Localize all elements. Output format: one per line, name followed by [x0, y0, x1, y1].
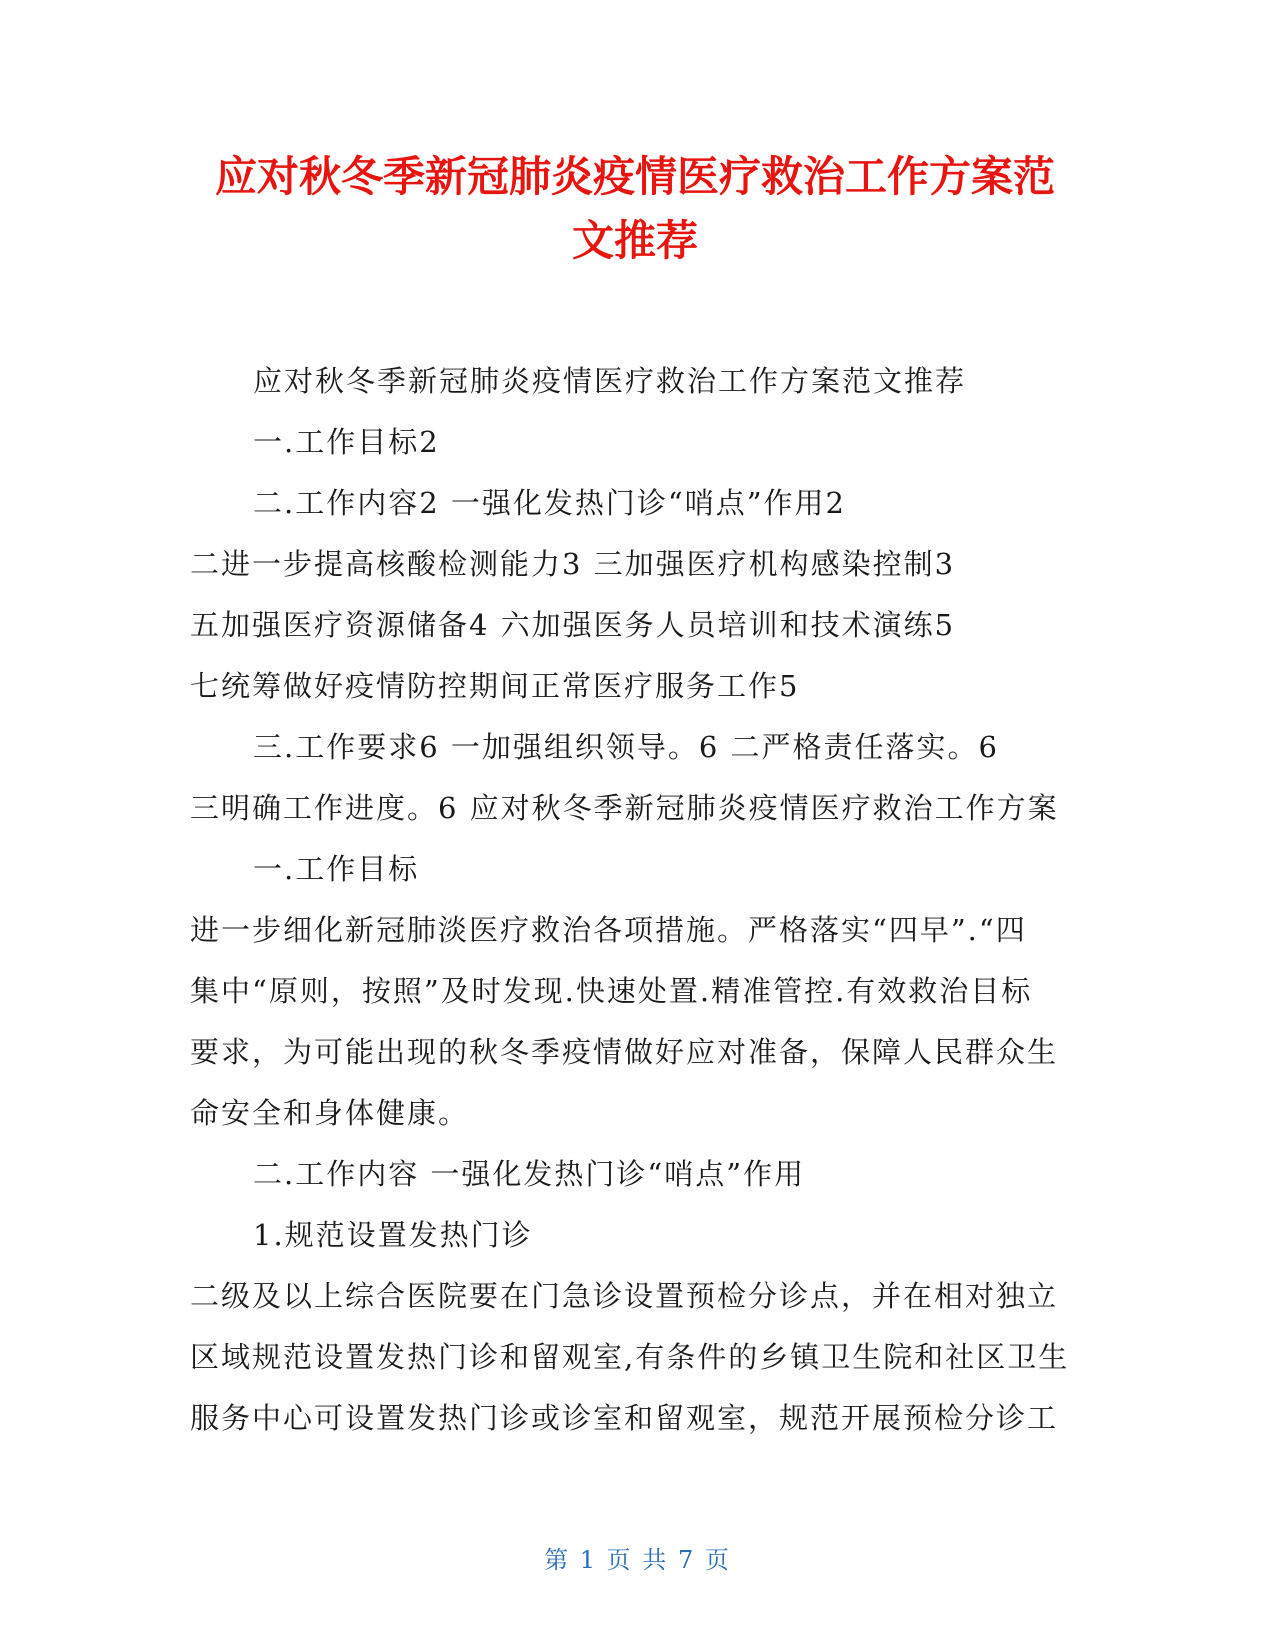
paragraph-line: 命安全和身体健康。 [190, 1096, 470, 1130]
paragraph-line: 一.工作目标2 [253, 425, 440, 459]
paragraph-line: 集中“原则，按照”及时发现.快速处置.精准管控.有效救治目标 [190, 974, 1033, 1008]
document-body [190, 366, 1090, 1464]
paragraph-line: 进一步细化新冠肺淡医疗救治各项措施。严格落实“四早”.“四 [190, 913, 1027, 947]
paragraph-line: 二进一步提高核酸检测能力3 三加强医疗机构感染控制3 [190, 547, 956, 581]
paragraph-line: 七统筹做好疫情防控期间正常医疗服务工作5 [190, 669, 800, 703]
paragraph-line: 应对秋冬季新冠肺炎疫情医疗救治工作方案范文推荐 [253, 364, 967, 398]
section-heading: 一.工作目标 [253, 852, 420, 886]
paragraph-line: 三.工作要求6 一加强组织领导。6 二严格责任落实。6 [253, 730, 1000, 764]
paragraph-line: 五加强医疗资源储备4 六加强医务人员培训和技术演练5 [190, 608, 956, 642]
title-line-2: 文推荐 [571, 216, 698, 265]
paragraph-line: 三明确工作进度。6 应对秋冬季新冠肺炎疫情医疗救治工作方案 [190, 791, 1059, 825]
paragraph-line: 要求，为可能出现的秋冬季疫情做好应对准备，保障人民群众生 [190, 1035, 1059, 1069]
paragraph-line: 区域规范设置发热门诊和留观室,有条件的乡镇卫生院和社区卫生 [190, 1340, 1070, 1374]
paragraph-line: 服务中心可设置发热门诊或诊室和留观室，规范开展预检分诊工 [190, 1401, 1059, 1435]
title-line-1: 应对秋冬季新冠肺炎疫情医疗救治工作方案范 [214, 152, 1055, 201]
section-heading: 二.工作内容 一强化发热门诊“哨点”作用 [253, 1157, 806, 1191]
subsection-heading: 1.规范设置发热门诊 [253, 1218, 533, 1252]
page-footer: 第 1 页 共 7 页 [544, 1546, 731, 1574]
paragraph-line: 二.工作内容2 一强化发热门诊“哨点”作用2 [253, 486, 846, 520]
document-title [185, 145, 1085, 273]
paragraph-line: 二级及以上综合医院要在门急诊设置预检分诊点，并在相对独立 [190, 1279, 1059, 1313]
